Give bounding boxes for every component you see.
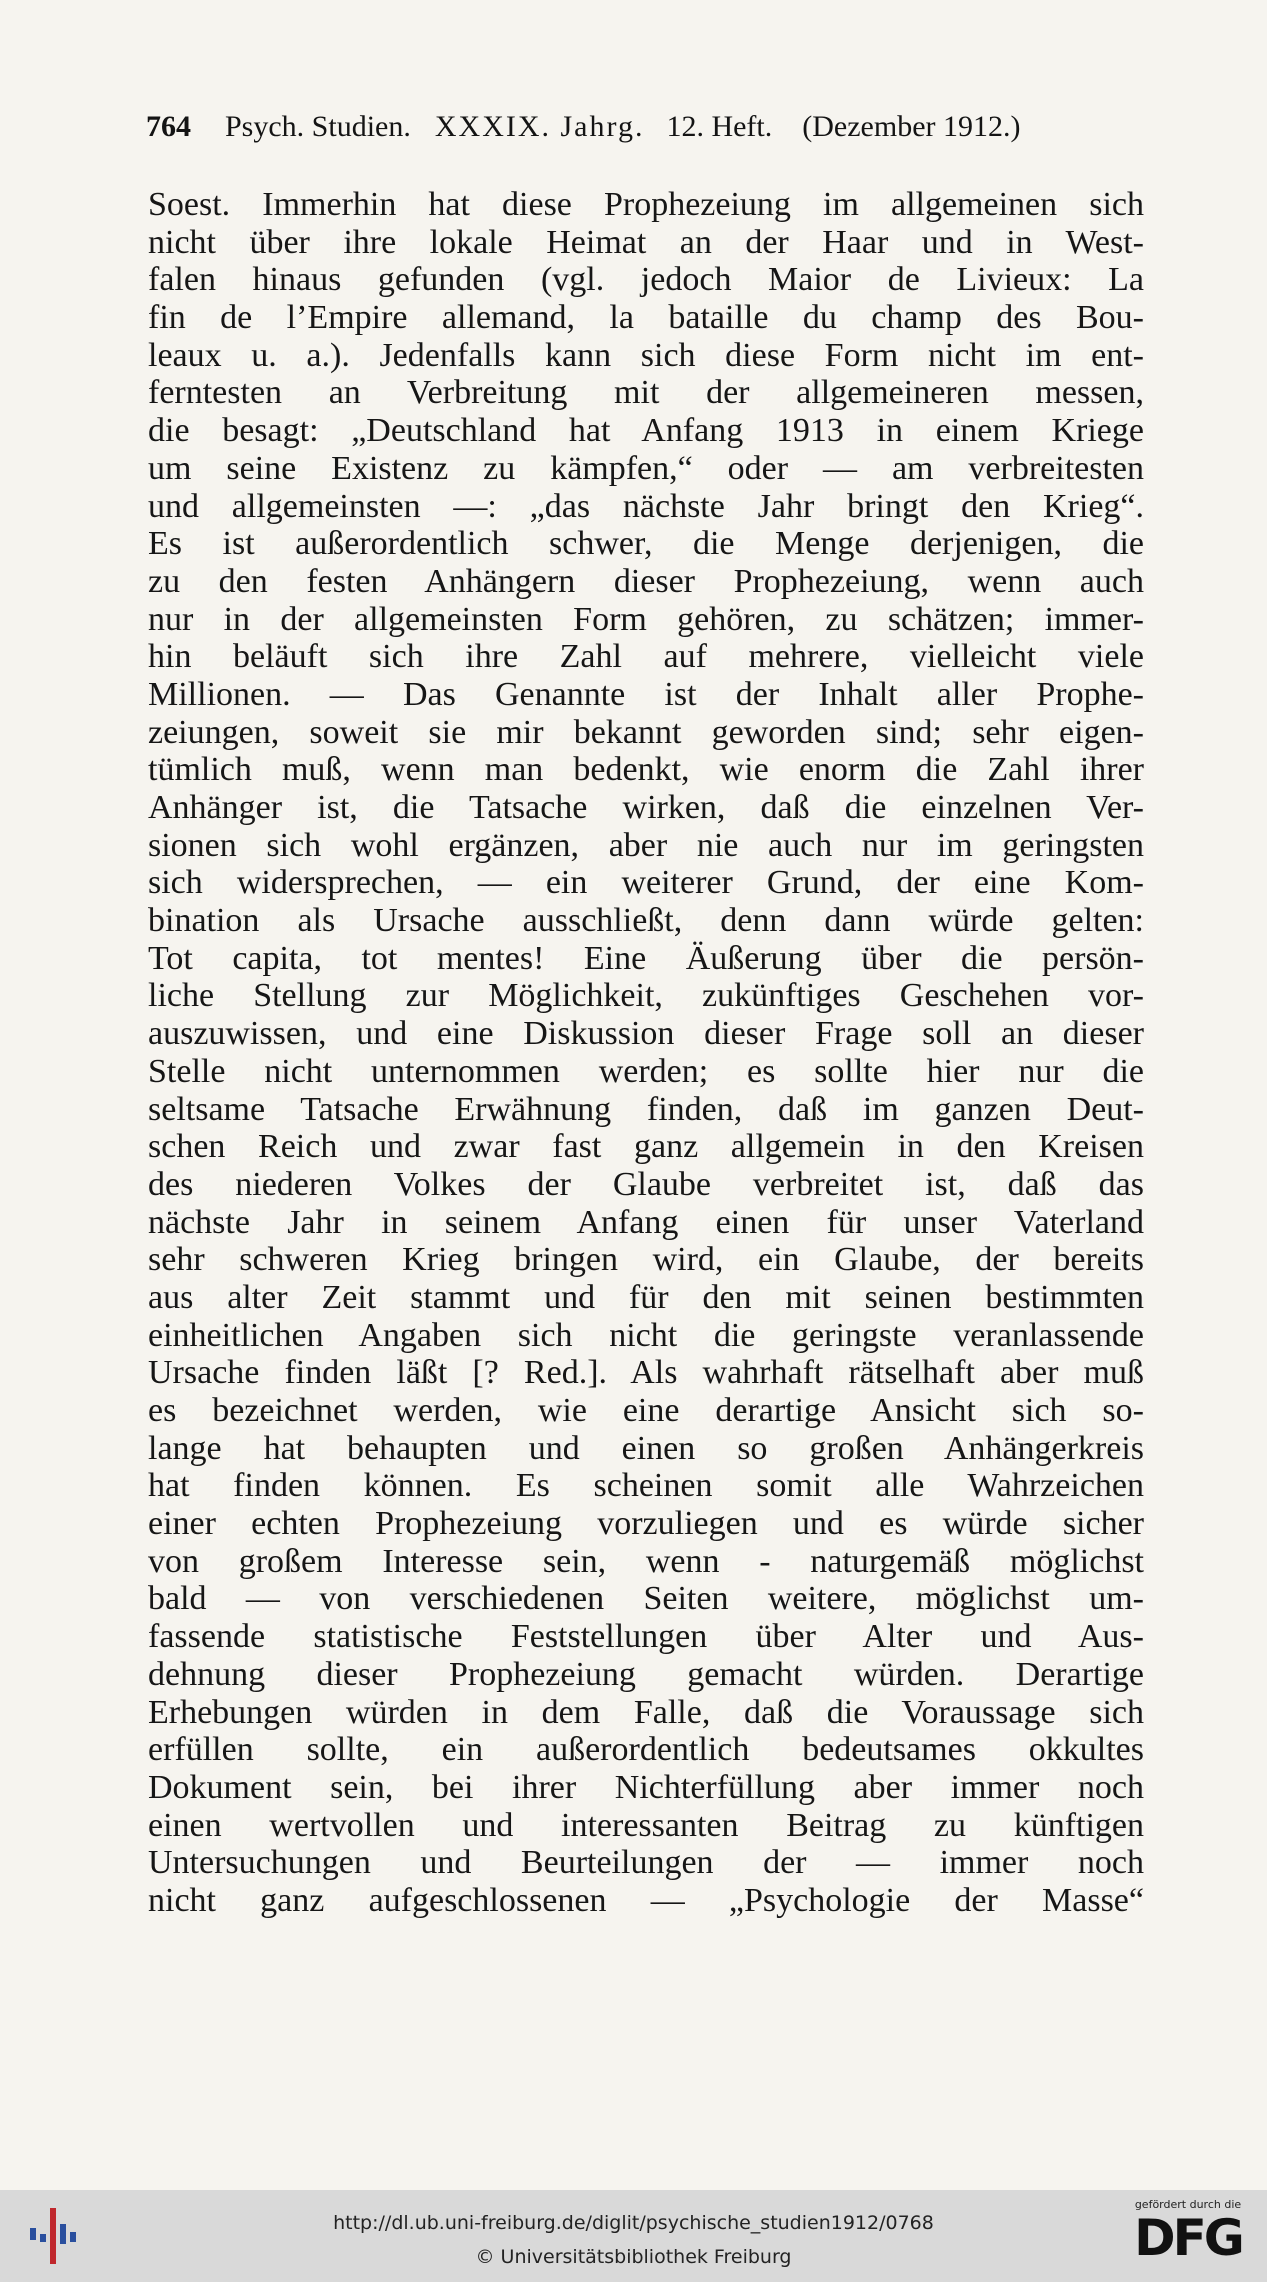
journal-title: Psych. Studien. [225, 110, 411, 143]
dfg-funding-logo[interactable] [1123, 2198, 1253, 2265]
permalink-url[interactable]: http://dl.ub.uni-freiburg.de/diglit/psychische_studien1912/0768 [333, 2212, 934, 2234]
issue-label: 12. Heft. [666, 110, 773, 143]
running-header [146, 110, 1146, 144]
body-text [148, 186, 1144, 1920]
text-line: es bezeichnet werden, wie eine derartige Ansicht sich so- [148, 1392, 1144, 1429]
text-line: Dokument sein, bei ihrer Nichterfüllung aber immer noch [148, 1768, 1144, 1806]
text-line: sich widersprechen, — ein weiterer Grund, der eine Kom- [148, 864, 1144, 902]
text-line: lange hat behaupten und einen so großen Anhängerkreis [148, 1429, 1144, 1467]
text-line: zeiungen, soweit sie mir bekannt geworden sind; sehr eigen- [148, 713, 1144, 751]
text-line: fassende statistische Feststellungen über Alter und Aus- [148, 1618, 1144, 1656]
text-line: leaux u. a.). Jedenfalls kann sich diese Form nicht im ent- [148, 336, 1144, 374]
text-line: nicht über ihre lokale Heimat an der Haar und in West- [148, 223, 1144, 261]
text-line: von großem Interesse sein, wenn - naturgemäß möglichst [148, 1542, 1144, 1580]
issue-date: (Dezember 1912.) [802, 110, 1021, 143]
text-line: sionen sich wohl ergänzen, aber nie auch nur im geringsten [148, 826, 1144, 864]
text-line: Tot capita, tot mentes! Eine Äußerung über die persön- [148, 939, 1144, 977]
dfg-logo-icon: DFG [1134, 2209, 1242, 2267]
page-number: 764 [146, 110, 191, 143]
text-line: Untersuchungen und Beurteilungen der — immer noch [148, 1844, 1144, 1882]
text-line: einen wertvollen und interessanten Beitrag zu künftigen [148, 1806, 1144, 1844]
text-line: hin beläuft sich ihre Zahl auf mehrere, vielleicht viele [148, 638, 1144, 676]
text-line: ferntesten an Verbreitung mit der allgemeineren messen, [148, 374, 1144, 412]
text-line: einer echten Prophezeiung vorzuliegen und es würde sicher [148, 1505, 1144, 1543]
text-line: Millionen. — Das Genannte ist der Inhalt aller Prophe- [148, 675, 1144, 713]
text-line: Soest. Immerhin hat diese Prophezeiung im allgemeinen sich [148, 186, 1144, 223]
text-line: nächste Jahr in seinem Anfang einen für unser Vaterland [148, 1203, 1144, 1241]
text-line: um seine Existenz zu kämpfen,“ oder — am verbreitesten [148, 449, 1144, 487]
text-line: einheitlichen Angaben sich nicht die geringste veranlassende [148, 1316, 1144, 1354]
text-line: erfüllen sollte, ein außerordentlich bedeutsames okkultes [148, 1731, 1144, 1769]
text-line: Ursache finden läßt [? Red.]. Als wahrhaft rätselhaft aber muß [148, 1354, 1144, 1392]
text-line: fin de l’Empire allemand, la bataille du champ des Bou- [148, 299, 1144, 337]
text-line: die besagt: „Deutschland hat Anfang 1913 in einem Kriege [148, 412, 1144, 450]
text-line: aus alter Zeit stammt und für den mit seinen bestimmten [148, 1278, 1144, 1316]
text-line: tümlich muß, wenn man bedenkt, wie enorm die Zahl ihrer [148, 751, 1144, 789]
text-line: seltsame Tatsache Erwähnung finden, daß im ganzen Deut- [148, 1090, 1144, 1128]
text-line: und allgemeinsten —: „das nächste Jahr bringt den Krieg“. [148, 487, 1144, 525]
text-line: sehr schweren Krieg bringen wird, ein Glaube, der bereits [148, 1241, 1144, 1279]
text-line: zu den festen Anhängern dieser Prophezeiung, wenn auch [148, 562, 1144, 600]
text-line: falen hinaus gefunden (vgl. jedoch Maior de Livieux: La [148, 261, 1144, 299]
text-line: bination als Ursache ausschließt, denn dann würde gelten: [148, 902, 1144, 940]
text-line: Erhebungen würden in dem Falle, daß die Voraussage sich [148, 1693, 1144, 1731]
text-line: bald — von verschiedenen Seiten weitere, möglichst um- [148, 1580, 1144, 1618]
text-line: liche Stellung zur Möglichkeit, zukünftiges Geschehen vor- [148, 977, 1144, 1015]
text-line: dehnung dieser Prophezeiung gemacht würden. Derartige [148, 1655, 1144, 1693]
text-line: nicht ganz aufgeschlossenen — „Psychologie der Masse“ [148, 1881, 1144, 1919]
text-line: Anhänger ist, die Tatsache wirken, daß die einzelnen Ver- [148, 789, 1144, 826]
text-line: auszuwissen, und eine Diskussion dieser Frage soll an dieser [148, 1015, 1144, 1053]
dfg-funding-text: gefördert durch die [1134, 2198, 1242, 2211]
text-line: des niederen Volkes der Glaube verbreitet ist, daß das [148, 1165, 1144, 1203]
volume-label: XXXIX. Jahrg. [434, 110, 645, 143]
text-line: nur in der allgemeinsten Form gehören, zu schätzen; immer- [148, 600, 1144, 638]
text-line: Stelle nicht unternommen werden; es sollte hier nur die [148, 1052, 1144, 1090]
copyright-notice: © Universitätsbibliothek Freiburg [475, 2246, 792, 2268]
text-line: Es ist außerordentlich schwer, die Menge derjenigen, die [148, 525, 1144, 563]
footer-bar [0, 2190, 1267, 2282]
text-line: hat finden können. Es scheinen somit alle Wahrzeichen [148, 1467, 1144, 1505]
text-line: schen Reich und zwar fast ganz allgemein in den Kreisen [148, 1128, 1144, 1166]
